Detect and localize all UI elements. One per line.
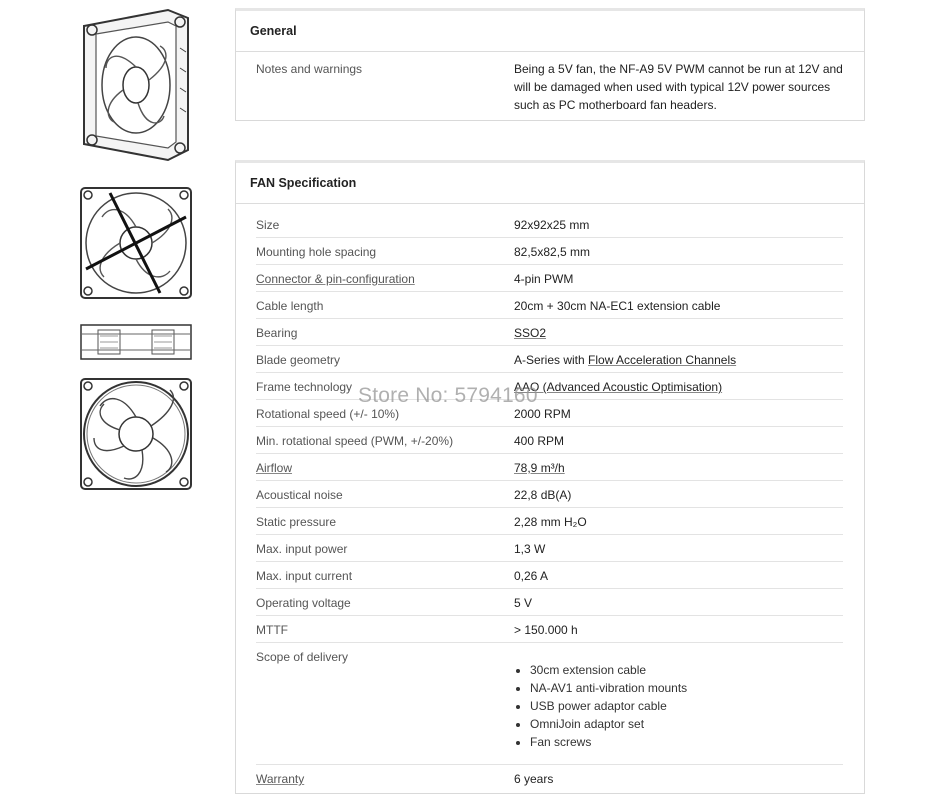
spec-value: 5 V [514,596,533,610]
store-watermark: Store No: 5794160 [358,384,538,407]
spec-label: Cable length [256,299,324,313]
spec-row-static-pressure [256,508,843,535]
spec-row-blade-geometry [256,346,843,373]
spec-label: Notes and warnings [256,62,363,76]
spec-row-cable-length [256,292,843,319]
spec-label: Min. rotational speed (PWM, +/-20%) [256,434,454,448]
spec-value: Being a 5V fan, the NF-A9 5V PWM cannot be run at 12V and will be damaged when used with typical 12V power sources such as PC motherboard fan headers. [514,62,843,112]
spec-value: 1,3 W [514,542,546,556]
spec-value: 4-pin PWM [514,272,574,286]
spec-row-size [256,211,843,238]
bearing-sso2-link[interactable]: SSO2 [514,326,547,340]
spec-value: 2,28 mm H₂O [514,515,587,529]
fan-perspective-illustration [76,8,194,162]
spec-value: 22,8 dB(A) [514,488,572,502]
spec-label: Acoustical noise [256,488,343,502]
list-item: • OmniJoin adaptor set [530,715,687,733]
spec-row-mttf [256,616,843,643]
general-panel-title: General [236,11,864,52]
spec-label: Operating voltage [256,596,351,610]
spec-value: 0,26 A [514,569,549,583]
spec-label: Size [256,218,280,232]
connector-pin-configuration-link[interactable]: Connector & pin-configuration [256,272,415,286]
fan-specification-panel [235,160,865,794]
spec-row-acoustical-noise [256,481,843,508]
spec-row-notes [256,52,864,122]
spec-row-frame-technology [256,373,843,400]
spec-value: > 150.000 h [514,623,578,637]
list-item: • Fan screws [530,733,687,751]
blade-geometry-prefix: A-Series with [514,353,589,367]
fan-specification-title: FAN Specification [236,163,864,204]
list-item: • NA-AV1 anti-vibration mounts [530,679,687,697]
spec-label: Rotational speed (+/- 10%) [256,407,400,421]
spec-row-airflow [256,454,843,481]
spec-label: Mounting hole spacing [256,245,377,259]
general-panel [235,8,865,121]
aao-link[interactable]: AAO (Advanced Acoustic Optimisation) [514,380,723,394]
spec-row-warranty [256,765,843,791]
spec-row-max-input-power [256,535,843,562]
spec-row-max-input-current [256,562,843,589]
spec-label: MTTF [256,623,288,637]
spec-row-rotational-speed [256,400,843,427]
spec-row-scope-of-delivery [256,643,843,765]
spec-row-operating-voltage [256,589,843,616]
flow-acceleration-channels-link[interactable]: Flow Acceleration Channels [588,353,737,367]
spec-label: Scope of delivery [256,650,349,664]
spec-label: Bearing [256,326,298,340]
fan-front-mounting-illustration [80,187,192,299]
spec-row-mounting-hole-spacing [256,238,843,265]
spec-row-connector [256,265,843,292]
spec-row-bearing [256,319,843,346]
spec-row-min-rotational-speed [256,427,843,454]
airflow-link[interactable]: Airflow [256,461,293,475]
spec-value: 82,5x82,5 mm [514,245,591,259]
spec-value: 2000 RPM [514,407,571,421]
spec-value: 6 years [514,772,554,786]
spec-value: 20cm + 30cm NA-EC1 extension cable [514,299,721,313]
spec-label: Frame technology [256,380,353,394]
fan-front-illustration [80,378,192,490]
spec-label: Max. input power [256,542,348,556]
spec-label: Max. input current [256,569,353,583]
scope-of-delivery-list [514,661,687,751]
spec-label: Static pressure [256,515,337,529]
fan-side-illustration [80,324,192,360]
spec-label: Blade geometry [256,353,341,367]
spec-value: 92x92x25 mm [514,218,590,232]
spec-value [514,353,736,367]
warranty-link[interactable]: Warranty [256,772,305,786]
spec-value: 400 RPM [514,434,565,448]
airflow-value-link[interactable]: 78,9 m³/h [514,461,565,475]
list-item: • 30cm extension cable [530,661,687,679]
list-item: • USB power adaptor cable [530,697,687,715]
